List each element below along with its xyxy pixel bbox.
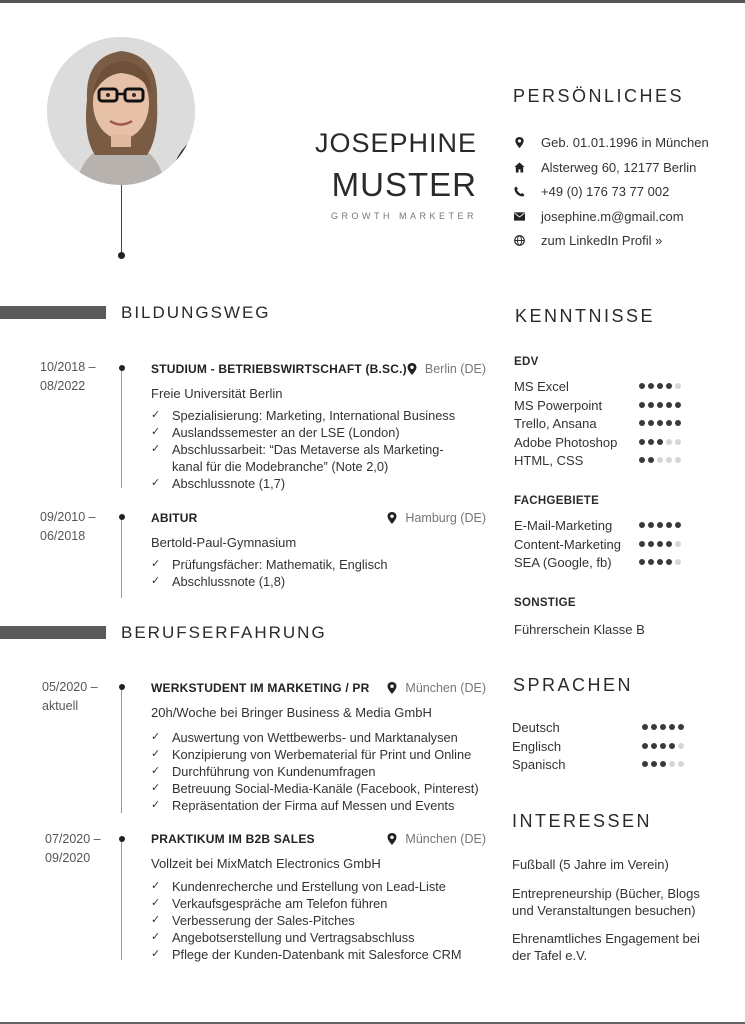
rating-dot-filled [639, 522, 645, 528]
skill-name: SEA (Google, fb) [514, 555, 612, 570]
contact-email-text[interactable]: josephine.m@gmail.com [541, 209, 684, 224]
rating-dot-filled [639, 420, 645, 426]
list-item: ✓ Verkaufsgespräche am Telefon führen [151, 895, 496, 912]
rating-dot-filled [657, 420, 663, 426]
sonstige-heading: SONSTIGE [514, 597, 576, 609]
contact-address [512, 160, 696, 175]
rating-dot-empty [678, 743, 684, 749]
list-item: ✓ Konzipierung von Werbematerial für Print und Online [151, 746, 496, 763]
languages-heading: SPRACHEN [513, 675, 634, 695]
rating-dot-filled [648, 420, 654, 426]
rating-dot-empty [675, 383, 681, 389]
interest-item: Ehrenamtliches Engagement bei der Tafel e.V. [512, 931, 700, 963]
rating-dot-filled [675, 522, 681, 528]
edu1-date-to: 08/2022 [40, 379, 86, 393]
exp1-location-text: München (DE) [405, 681, 486, 695]
rating-dot-filled [669, 724, 675, 730]
globe-icon [512, 234, 526, 248]
location-pin-icon [512, 136, 526, 150]
rating-dot-filled [660, 743, 666, 749]
rating-dot-filled [660, 761, 666, 767]
skill-row [514, 518, 694, 536]
skills-heading: KENNTNISSE [515, 306, 656, 326]
rating-dot-filled [648, 402, 654, 408]
skill-row [514, 537, 694, 555]
rating-dot-filled [666, 383, 672, 389]
home-icon [512, 161, 526, 175]
location-pin-icon [407, 363, 417, 375]
rating-dot-empty [675, 541, 681, 547]
rating-dot-filled [657, 522, 663, 528]
list-item: ✓ Repräsentation der Firma auf Messen und Events [151, 797, 496, 814]
language-name: Spanisch [512, 757, 566, 772]
rating-dots [639, 383, 681, 389]
rating-dot-filled [666, 541, 672, 547]
rating-dots [639, 541, 681, 547]
timeline-dot [119, 514, 125, 520]
list-item: ✓ Kundenrecherche und Erstellung von Lead-Liste [151, 878, 496, 895]
rating-dot-filled [639, 402, 645, 408]
rating-dots [642, 724, 684, 730]
list-item: ✓ Pflege der Kunden-Datenbank mit Salesforce CRM [151, 946, 496, 963]
edu2-title: ABITUR [151, 511, 198, 525]
contact-address-text: Alsterweg 60, 12177 Berlin [541, 160, 697, 175]
rating-dot-filled [639, 541, 645, 547]
contact-phone-text: +49 (0) 176 73 77 002 [541, 184, 670, 199]
edu1-date [40, 358, 96, 396]
rating-dot-filled [669, 743, 675, 749]
list-item: ✓ Abschlussnote (1,7) [151, 475, 471, 492]
skill-name: HTML, CSS [514, 453, 584, 468]
rating-dots [639, 420, 681, 426]
education-bar [0, 306, 106, 319]
rating-dot-filled [642, 761, 648, 767]
edu1-location [407, 362, 486, 376]
photo-connector-line [121, 185, 122, 255]
rating-dot-filled [675, 402, 681, 408]
rating-dot-filled [639, 457, 645, 463]
language-row [512, 739, 697, 757]
skill-name: MS Excel [514, 379, 569, 394]
phone-icon [512, 185, 526, 199]
timeline-dot [119, 684, 125, 690]
rating-dot-filled [657, 439, 663, 445]
exp1-org: 20h/Woche bei Bringer Business & Media GmbH [151, 705, 432, 720]
skill-row [514, 379, 694, 397]
education-heading: BILDUNGSWEG [121, 303, 271, 322]
rating-dot-filled [648, 559, 654, 565]
exp2-date-from: 07/2020 – [45, 832, 101, 846]
last-name: MUSTER [331, 166, 477, 203]
rating-dot-empty [657, 457, 663, 463]
experience-heading: BERUFSERFAHRUNG [121, 623, 327, 642]
list-item: ✓ Betreuung Social-Media-Kanäle (Facebook, Pinterest) [151, 780, 496, 797]
rating-dots [642, 743, 684, 749]
language-row [512, 757, 697, 775]
edu2-org: Bertold-Paul-Gymnasium [151, 535, 297, 550]
rating-dot-filled [648, 522, 654, 528]
edu2-location [387, 511, 486, 525]
list-item: ✓ Auswertung von Wettbewerbs- und Marktanalysen [151, 729, 496, 746]
list-item: ✓ Verbesserung der Sales-Pitches [151, 912, 496, 929]
language-name: Englisch [512, 738, 562, 754]
list-item: ✓ Prüfungsfächer: Mathematik, Englisch [151, 556, 491, 573]
rating-dot-filled [660, 724, 666, 730]
location-pin-icon [387, 512, 397, 524]
contact-linkedin-link[interactable]: zum LinkedIn Profil » [541, 233, 663, 248]
edu2-date [40, 508, 96, 546]
skill-name: E-Mail-Marketing [514, 518, 613, 533]
rating-dot-filled [642, 724, 648, 730]
edu2-location-text: Hamburg (DE) [405, 511, 486, 525]
edu2-date-from: 09/2010 – [40, 510, 96, 524]
edu1-location-text: Berlin (DE) [424, 362, 486, 376]
skill-row [514, 398, 694, 416]
rating-dot-filled [666, 559, 672, 565]
rating-dots [639, 457, 681, 463]
exp2-location [387, 832, 486, 846]
exp1-bullets [151, 729, 496, 814]
skill-row [514, 435, 694, 453]
list-item: ✓ Abschlussarbeit: “Das Metaverse als Marketing-kanal für die Modebranche” (Note 2,0) [151, 441, 471, 475]
edu2-bullets [151, 556, 491, 590]
rating-dot-empty [675, 457, 681, 463]
portrait-illustration [47, 37, 195, 185]
skill-row [514, 453, 694, 471]
timeline-dot [119, 836, 125, 842]
rating-dots [639, 402, 681, 408]
list-item: ✓ Abschlussnote (1,8) [151, 573, 491, 590]
rating-dot-filled [657, 402, 663, 408]
skill-row [514, 555, 694, 573]
exp2-date [45, 830, 101, 868]
exp1-date-from: 05/2020 – [42, 680, 98, 694]
edu1-org: Freie Universität Berlin [151, 386, 283, 401]
exp2-org: Vollzeit bei MixMatch Electronics GmbH [151, 856, 381, 871]
rating-dot-filled [678, 724, 684, 730]
rating-dot-empty [675, 439, 681, 445]
experience-timeline-line-2 [121, 840, 122, 960]
rating-dot-filled [648, 541, 654, 547]
personal-heading: PERSÖNLICHES [513, 86, 685, 106]
exp2-bullets [151, 878, 496, 963]
language-row [512, 720, 697, 738]
rating-dot-empty [666, 457, 672, 463]
edv-heading: EDV [514, 356, 539, 368]
mail-icon [512, 210, 526, 224]
rating-dot-filled [657, 383, 663, 389]
rating-dot-filled [648, 439, 654, 445]
education-timeline-line-2 [121, 518, 122, 598]
interest-item: Entrepreneurship (Bücher, Blogs und Veranstaltungen besuchen) [512, 886, 700, 918]
rating-dot-filled [648, 383, 654, 389]
rating-dots [639, 439, 681, 445]
exp1-date-to: aktuell [42, 699, 79, 713]
rating-dot-filled [657, 541, 663, 547]
skill-name: MS Powerpoint [514, 397, 603, 413]
location-pin-icon [387, 682, 397, 694]
rating-dot-empty [666, 439, 672, 445]
rating-dot-filled [639, 383, 645, 389]
rating-dot-filled [651, 761, 657, 767]
edu1-date-from: 10/2018 – [40, 360, 96, 374]
rating-dot-empty [678, 761, 684, 767]
list-item: ✓ Durchführung von Kundenumfragen [151, 763, 496, 780]
location-pin-icon [387, 833, 397, 845]
rating-dot-empty [669, 761, 675, 767]
edu1-bullets [151, 407, 471, 492]
skill-row [514, 416, 694, 434]
contact-phone [512, 184, 669, 199]
timeline-dot [119, 365, 125, 371]
list-item: ✓ Auslandssemester an der LSE (London) [151, 424, 471, 441]
rating-dots [639, 559, 681, 565]
fachgebiete-heading: FACHGEBIETE [514, 495, 600, 507]
experience-timeline-line [121, 688, 122, 813]
profile-photo [47, 37, 195, 185]
contact-email[interactable] [512, 209, 684, 224]
interest-item: Fußball (5 Jahre im Verein) [512, 857, 669, 872]
rating-dot-filled [639, 559, 645, 565]
exp2-title: PRAKTIKUM IM B2B SALES [151, 832, 315, 846]
photo-connector-dot [118, 252, 125, 259]
rating-dot-filled [666, 420, 672, 426]
skill-name: Content-Marketing [514, 536, 621, 552]
language-name: Deutsch [512, 720, 560, 735]
rating-dot-filled [657, 559, 663, 565]
rating-dot-filled [675, 420, 681, 426]
first-name: JOSEPHINE [314, 128, 477, 158]
contact-linkedin[interactable] [512, 233, 662, 248]
skill-name: Adobe Photoshop [514, 434, 618, 450]
rating-dots [639, 522, 681, 528]
rating-dot-filled [651, 743, 657, 749]
rating-dot-filled [651, 724, 657, 730]
rating-dot-empty [675, 559, 681, 565]
job-title: GROWTH MARKETER [331, 211, 477, 221]
rating-dot-filled [666, 402, 672, 408]
experience-bar [0, 626, 106, 639]
top-border [0, 0, 745, 3]
skill-name: Trello, Ansana [514, 416, 597, 431]
sonstige-text: Führerschein Klasse B [514, 622, 645, 637]
exp2-location-text: München (DE) [405, 832, 486, 846]
contact-birth [512, 135, 709, 150]
rating-dots [642, 761, 684, 767]
exp2-date-to: 09/2020 [45, 851, 91, 865]
edu1-title: STUDIUM - BETRIEBSWIRTSCHAFT (B.SC.) [151, 362, 407, 376]
exp1-date [42, 678, 98, 716]
education-timeline-line [121, 368, 122, 488]
exp1-location [387, 681, 486, 695]
rating-dot-filled [648, 457, 654, 463]
contact-birth-text: Geb. 01.01.1996 in München [541, 135, 709, 150]
edu2-date-to: 06/2018 [40, 529, 86, 543]
rating-dot-filled [642, 743, 648, 749]
rating-dot-filled [666, 522, 672, 528]
list-item: ✓ Angebotserstellung und Vertragsabschluss [151, 929, 496, 946]
interests-heading: INTERESSEN [512, 811, 653, 831]
list-item: ✓ Spezialisierung: Marketing, International Business [151, 407, 471, 424]
exp1-title: WERKSTUDENT IM MARKETING / PR [151, 681, 370, 695]
rating-dot-filled [639, 439, 645, 445]
